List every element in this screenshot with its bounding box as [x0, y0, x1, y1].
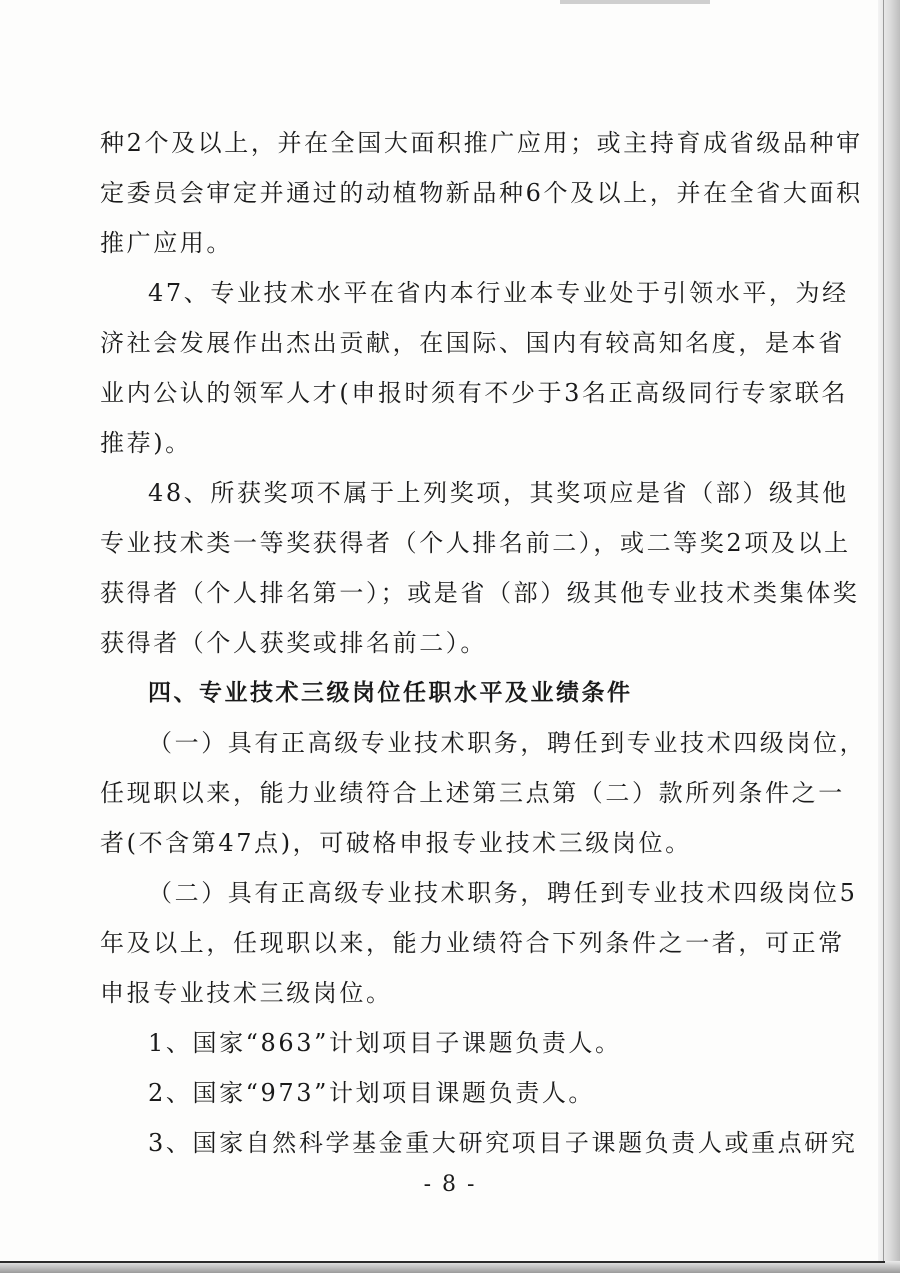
paragraph-clause-2: [100, 868, 858, 1018]
paragraph-clause-1: [100, 718, 867, 868]
scan-edge-right: [878, 0, 900, 1273]
text-line: 者(不含第47点)，可破格申报专业技术三级岗位。: [100, 829, 692, 857]
section-heading: 四、专业技术三级岗位任职水平及业绩条件: [148, 680, 633, 706]
text-line: 定委员会审定并通过的动植物新品种6个及以上，并在全省大面积: [100, 179, 863, 207]
text-line: （一）具有正高级专业技术职务，聘任到专业技术四级岗位，: [148, 729, 867, 757]
list-item: 1、国家“863”计划项目子课题负责人。: [148, 1029, 622, 1057]
text-line: 48、所获奖项不属于上列奖项，其奖项应是省（部）级其他: [148, 479, 849, 507]
scan-artifact-top: [560, 0, 710, 4]
text-line: 申报专业技术三级岗位。: [100, 979, 393, 1007]
paragraph-continuation: [100, 118, 863, 268]
document-body: [100, 118, 867, 1168]
text-line: 推广应用。: [100, 229, 233, 257]
text-line: 济社会发展作出杰出贡献，在国际、国内有较高知名度，是本省: [100, 329, 845, 357]
text-line: 业内公认的领军人才(申报时须有不少于3名正高级同行专家联名: [100, 379, 849, 407]
text-line: 年及以上，任现职以来，能力业绩符合下列条件之一者，可正常: [100, 929, 845, 957]
text-line: 获得者（个人排名第一）；或是省（部）级其他专业技术类集体奖: [100, 579, 860, 607]
scan-edge-line: [883, 0, 884, 1273]
paragraph-item-47: [100, 268, 849, 468]
text-line: （二）具有正高级专业技术职务，聘任到专业技术四级岗位5: [148, 879, 858, 907]
text-line: 获得者（个人获奖或排名前二）。: [100, 629, 487, 657]
text-line: 47、专业技术水平在省内本行业本专业处于引领水平，为经: [148, 279, 849, 307]
text-line: 专业技术类一等奖获得者（个人排名前二），或二等奖2项及以上: [100, 529, 851, 557]
paragraph-item-48: [100, 468, 860, 668]
text-line: 任现职以来，能力业绩符合上述第三点第（二）款所列条件之一: [100, 779, 845, 807]
text-line: 推荐)。: [100, 429, 192, 457]
list-item: 3、国家自然科学基金重大研究项目子课题负责人或重点研究: [148, 1129, 858, 1157]
page-number: - 8 -: [423, 1172, 477, 1197]
list-item: 2、国家“973”计划项目课题负责人。: [148, 1079, 596, 1107]
text-line: 种2个及以上，并在全国大面积推广应用；或主持育成省级品种审: [100, 129, 863, 157]
scan-bottom-line: [0, 1261, 885, 1263]
